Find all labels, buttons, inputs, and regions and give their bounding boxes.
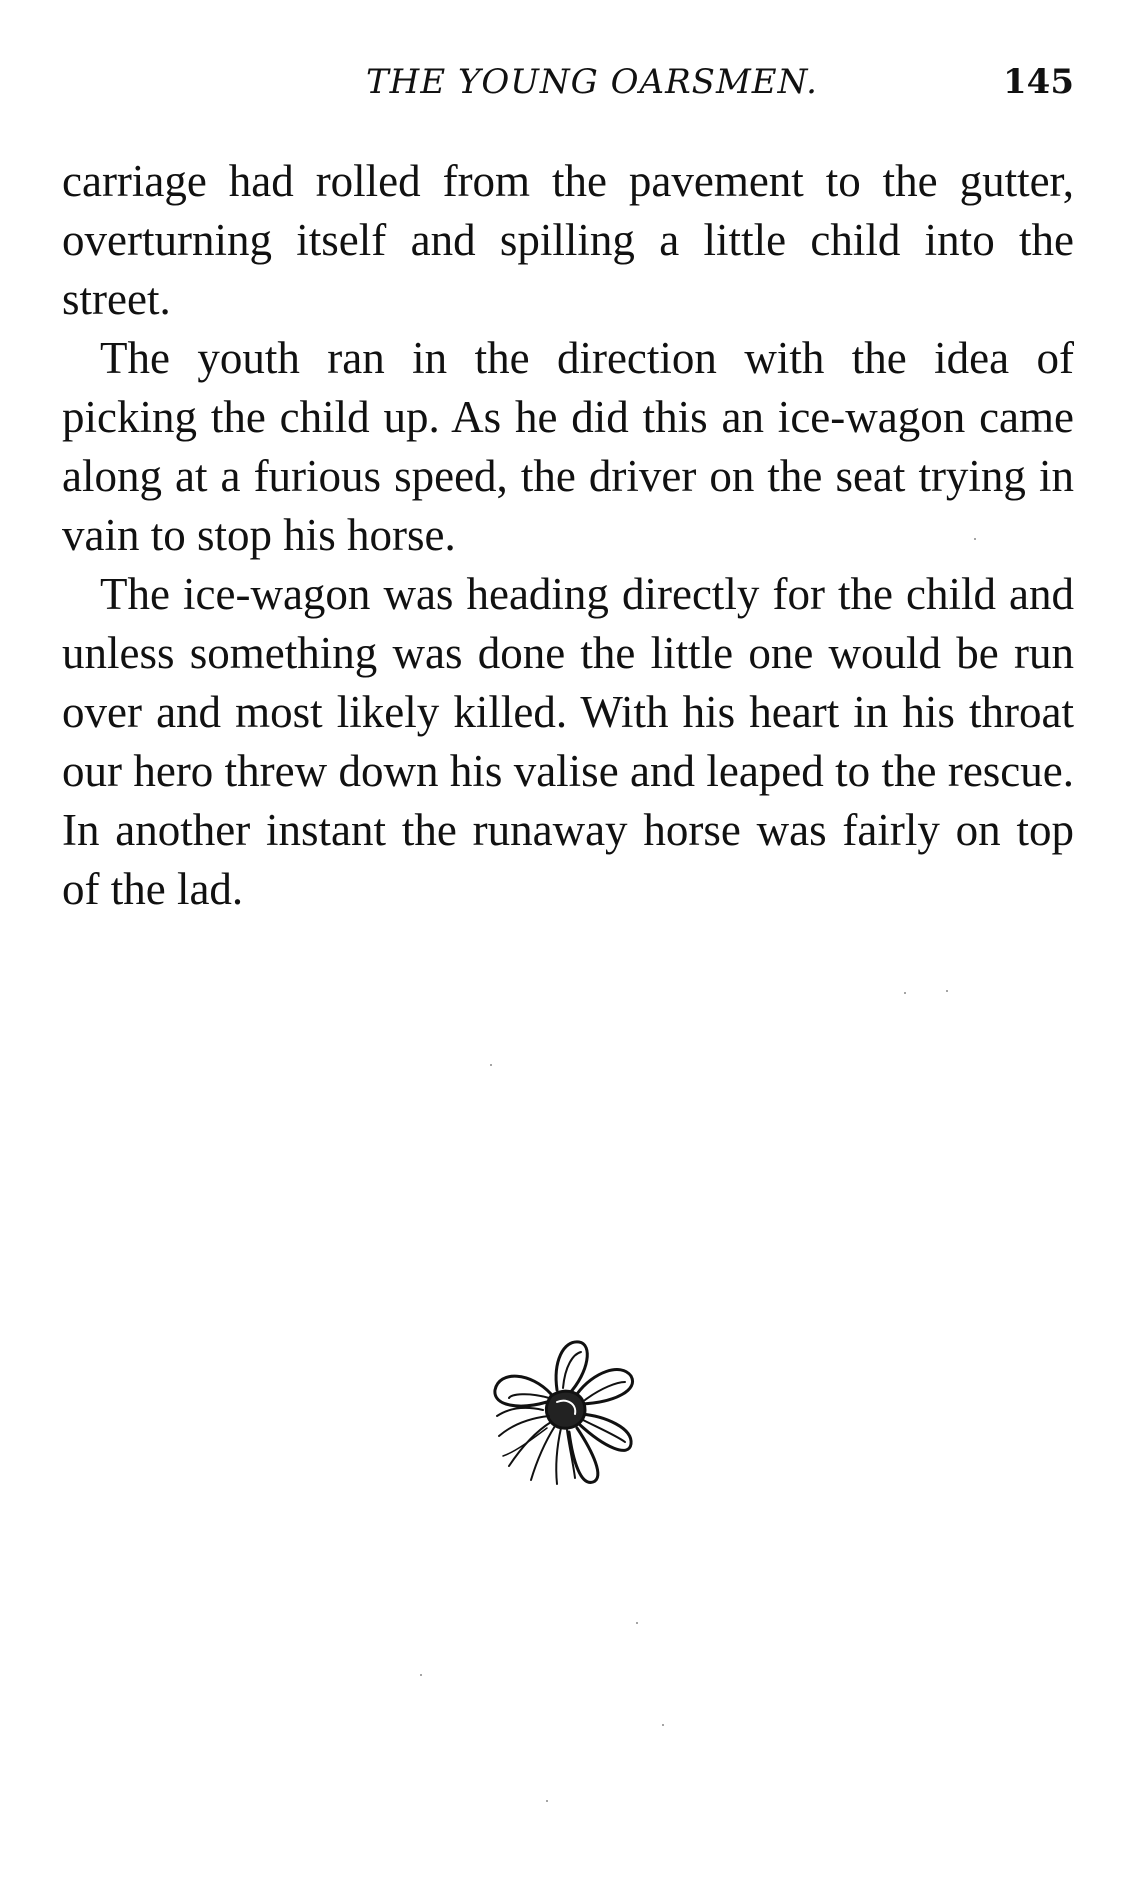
body-text [62, 152, 1074, 919]
paper-speck [490, 1064, 492, 1066]
ribbon-knot-ornament-icon [481, 1332, 651, 1492]
running-header [62, 62, 1074, 112]
paper-speck [420, 1674, 422, 1676]
paragraph-1: carriage had rolled from the pavement to the gutter, overturning itself and spilling a little child into the street. [62, 156, 1074, 324]
paragraph-3: The ice-wagon was heading directly for the child and unless something was done the little one would be run over and most likely killed. With his heart in his throat our hero threw down his valise and leaped to the rescue. In another instant the runaway horse was fairly on top of the lad. [62, 569, 1074, 914]
running-title: THE YOUNG OARSMEN. [366, 62, 818, 102]
paper-speck [974, 538, 976, 540]
paper-speck [546, 1800, 548, 1802]
paper-speck [904, 992, 906, 994]
paper-speck [636, 1622, 638, 1624]
page-number: 145 [1003, 62, 1074, 102]
paper-speck [662, 1724, 664, 1726]
paragraph-2: The youth ran in the direction with the idea of picking the child up. As he did this an ice-wagon came along at a furious speed, the driver on the seat trying in vain to stop his horse. [62, 333, 1074, 560]
paper-speck [946, 990, 948, 992]
